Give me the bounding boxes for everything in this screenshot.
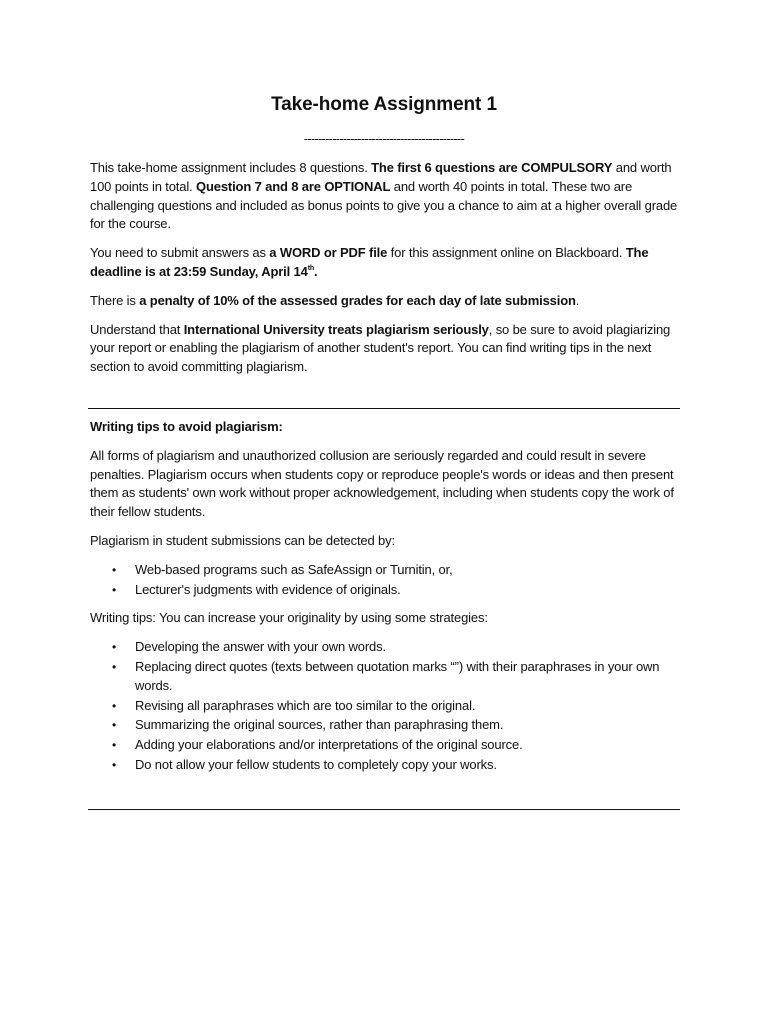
text-run: and worth 100 points in total. [90,160,672,194]
text-run: Understand that [90,321,184,337]
bullet-icon: • [112,562,117,577]
superscript-run: th [307,264,315,272]
bullet-icon: • [112,698,117,713]
bullet-icon: • [112,640,117,655]
bullet-icon: • [112,718,117,733]
strategies-intro: Writing tips: You can increase your originality by using some strategies: [90,610,488,626]
bold-run: The first 6 questions are COMPULSORY [371,160,613,175]
list-item-text: Adding your elaborations and/or interpretations of the original source. [135,737,523,753]
list-item [90,697,686,716]
document-title: Take-home Assignment 1 [271,94,497,115]
list-item-text: Revising all paraphrases which are too similar to the original. [135,697,476,713]
text-run: . [575,292,580,308]
strategies-list [90,638,686,775]
bold-run: . [314,263,318,279]
text-run: You need to submit answers as [90,245,270,261]
bold-run: The deadline is at 23:59 Sunday, April 14 [90,245,649,279]
intro-paragraph-plagiarism [90,321,686,377]
intro-paragraph-penalty [90,292,686,311]
text-run: There is [90,292,140,308]
bold-run: Question 7 and 8 are OPTIONAL [195,178,391,194]
list-item [90,581,686,600]
bold-run: a WORD or PDF file [269,245,388,261]
list-item [90,658,686,696]
bold-run: a penalty of 10% of the assessed grades for each day of late submission [139,292,576,308]
text-run: , so be sure to avoid plagiarizing your report or enabling the plagiarism of another student's report. You can find writing tips in the next section to avoid committing plagiarism. [90,321,671,375]
intro-paragraph-deadline [90,244,686,282]
list-item [90,756,686,775]
bullet-icon: • [112,757,117,772]
detection-list [90,561,686,600]
list-item-text: Summarizing the original sources, rather than paraphrasing them. [135,717,504,733]
list-item [90,736,686,755]
list-item-text: Do not allow your fellow students to completely copy your works. [135,756,497,772]
text-run: for this assignment online on Blackboard. [387,245,626,261]
intro-paragraph-questions [90,159,686,234]
writing-tips-section [90,418,686,785]
title-divider: --------------------------------------------- [303,132,465,146]
section-divider-bottom [88,809,680,810]
list-item-text: Developing the answer with your own words. [135,639,386,655]
plagiarism-definition-paragraph: All forms of plagiarism and unauthorized collusion are seriously regarded and could result in severe penalties. Plagiarism occurs when students copy or reproduce people's words or ideas and then present them as students' own work without proper acknowledgement, including when students copy the work of their fellow students. [90,447,674,520]
intro-section [90,159,686,387]
detection-intro: Plagiarism in student submissions can be detected by: [90,532,395,548]
list-item [90,716,686,735]
text-run: and worth 40 points in total. These two are challenging questions and included as bonus points to give you a chance to aim at a higher overall grade for the course. [90,178,678,232]
list-item [90,561,686,580]
list-item-text: Replacing direct quotes (texts between quotation marks “”) with their paraphrases in your own words. [135,658,660,693]
bullet-icon: • [112,582,117,597]
list-item [90,638,686,657]
bullet-icon: • [112,659,117,674]
list-item-text: Lecturer's judgments with evidence of originals. [135,581,401,597]
text-run: This take-home assignment includes 8 questions. [90,160,372,175]
bullet-icon: • [112,738,117,753]
section-divider-top [88,408,680,409]
bold-run: International University treats plagiarism seriously [183,321,489,337]
list-item-text: Web-based programs such as SafeAssign or Turnitin, or, [135,561,453,577]
writing-tips-heading: Writing tips to avoid plagiarism: [90,419,283,434]
